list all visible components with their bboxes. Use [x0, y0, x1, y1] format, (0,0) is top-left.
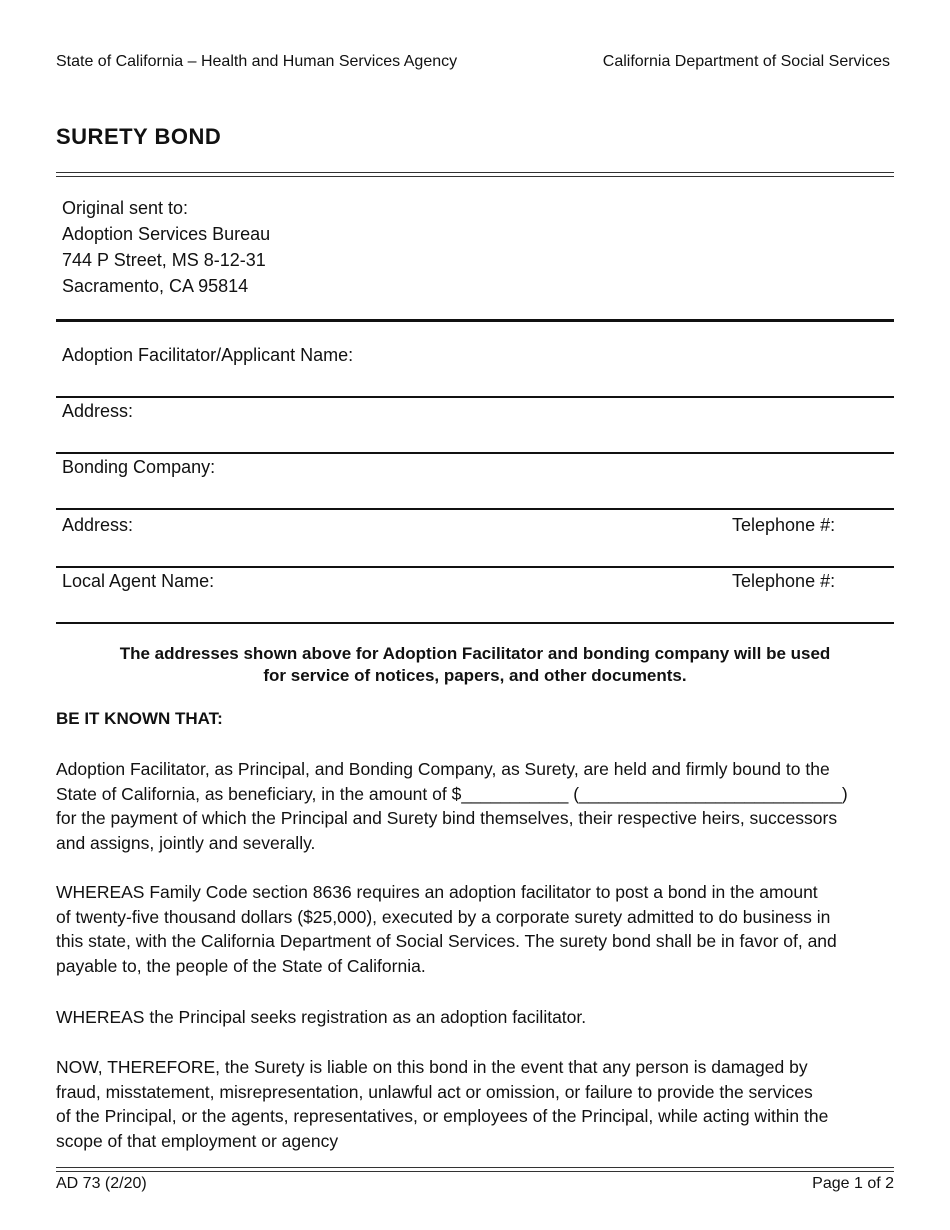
company-telephone-field[interactable]: Telephone #: [732, 515, 836, 535]
notice-line: for service of notices, papers, and other documents. [263, 666, 687, 685]
footer-divider [56, 1167, 894, 1172]
field-underline [56, 396, 894, 398]
paragraph-line: WHEREAS the Principal seeks registration as an adoption facilitator. [56, 1007, 587, 1027]
page-number: Page 1 of 2 [812, 1175, 894, 1192]
field-underline [56, 508, 894, 510]
field-underline [56, 452, 894, 454]
applicant-address-field[interactable]: Address: [62, 401, 134, 421]
now-therefore-paragraph [56, 1055, 896, 1154]
whereas-family-code-paragraph [56, 880, 896, 979]
surety-bond-form [56, 0, 894, 1230]
whereas-registration-paragraph [56, 1005, 896, 1030]
local-agent-field[interactable]: Local Agent Name: [62, 571, 215, 591]
mailing-line: 744 P Street, MS 8-12-31 [62, 250, 266, 270]
service-notice [56, 643, 894, 687]
department-name: California Department of Social Services [602, 53, 890, 70]
agent-telephone-field[interactable]: Telephone #: [732, 571, 836, 591]
paragraph-line: scope of that employment or agency [56, 1131, 339, 1152]
paragraph-line: WHEREAS Family Code section 8636 requires an adoption facilitator to post a bond in the amount [56, 882, 818, 902]
bonding-company-field[interactable]: Bonding Company: [62, 457, 216, 477]
mailing-line: Sacramento, CA 95814 [62, 276, 249, 296]
paragraph-line: payable to, the people of the State of California. [56, 956, 426, 977]
bond-amount-line[interactable]: State of California, as beneficiary, in the amount of $___________ (___________________________) [56, 783, 848, 804]
mailing-line: Original sent to: [62, 198, 189, 218]
company-address-field[interactable]: Address: [62, 515, 134, 535]
paragraph-line: this state, with the California Department of Social Services. The surety bond shall be in favor of, and [56, 931, 837, 952]
field-underline [56, 622, 894, 624]
section-divider [56, 319, 894, 322]
form-number: AD 73 (2/20) [56, 1175, 147, 1192]
paragraph-line: NOW, THEREFORE, the Surety is liable on this bond in the event that any person is damaged by [56, 1057, 808, 1077]
notice-line: The addresses shown above for Adoption Facilitator and bonding company will be used [119, 644, 831, 663]
paragraph-line: fraud, misstatement, misrepresentation, unlawful act or omission, or failure to provide the services [56, 1081, 813, 1102]
be-it-known-heading: BE IT KNOWN THAT: [56, 709, 223, 728]
field-underline [56, 566, 894, 568]
agency-name: State of California – Health and Human Services Agency [56, 53, 458, 70]
page-title: SURETY BOND [56, 124, 222, 149]
bond-paragraph [56, 757, 896, 856]
applicant-name-field[interactable]: Adoption Facilitator/Applicant Name: [62, 345, 354, 365]
paragraph-line: of twenty-five thousand dollars ($25,000), executed by a corporate surety admitted to do business in [56, 906, 831, 927]
paragraph-line: of the Principal, or the agents, representatives, or employees of the Principal, while acting within the [56, 1106, 829, 1127]
title-divider [56, 172, 894, 177]
paragraph-line: for the payment of which the Principal and Surety bind themselves, their respective heirs, successors [56, 808, 838, 829]
mailing-line: Adoption Services Bureau [62, 224, 271, 244]
paragraph-line: and assigns, jointly and severally. [56, 833, 316, 854]
mailing-address [62, 195, 270, 299]
paragraph-line: Adoption Facilitator, as Principal, and Bonding Company, as Surety, are held and firmly bound to the [56, 759, 830, 779]
